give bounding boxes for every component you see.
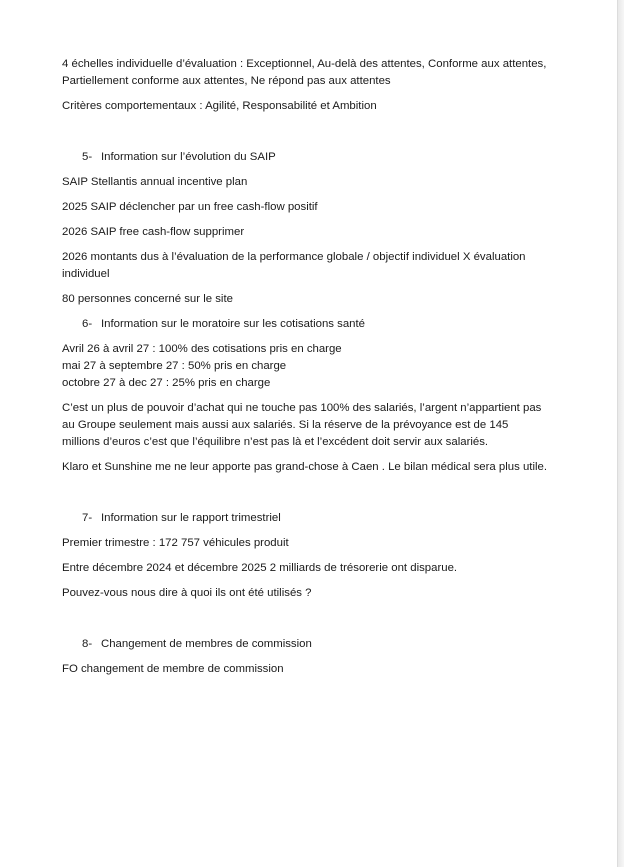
paragraph: 2026 SAIP free cash-flow supprimer	[62, 226, 245, 238]
paragraph: C’est un plus de pouvoir d’achat qui ne touche pas 100% des salariés, l’argent n’appartient pas au Groupe seulement mais aussi aux salariés. Si la réserve de la prévoyance est de 145 millions d’euros c’est que l’équilibre n’est pas là et l’excédent doit servir aux salariés.	[62, 402, 542, 448]
section-number: 7-	[82, 512, 93, 524]
paragraph: Premier trimestre : 172 757 véhicules produit	[62, 537, 289, 549]
paragraph: FO changement de membre de commission	[62, 663, 284, 675]
paragraph: Pouvez-vous nous dire à quoi ils ont été utilisés ?	[62, 587, 312, 599]
paragraph: Entre décembre 2024 et décembre 2025 2 milliards de trésorerie ont disparue.	[62, 562, 458, 574]
section-heading-8	[62, 636, 548, 653]
document-body	[62, 56, 548, 686]
section-heading-6	[62, 316, 548, 333]
section-title: Changement de membres de commission	[101, 638, 312, 650]
behavioral-criteria-text: Critères comportementaux : Agilité, Responsabilité et Ambition	[62, 100, 377, 112]
page-edge	[617, 0, 624, 867]
section-title: Information sur le moratoire sur les cotisations santé	[101, 318, 365, 330]
section-heading-7	[62, 510, 548, 527]
section-title: Information sur le rapport trimestriel	[101, 512, 281, 524]
schedule-line: Avril 26 à avril 27 : 100% des cotisations pris en charge	[62, 343, 342, 355]
paragraph: 2026 montants dus à l’évaluation de la performance globale / objectif individuel X évaluation individuel	[62, 251, 526, 280]
paragraph: 80 personnes concerné sur le site	[62, 293, 233, 305]
paragraph: Klaro et Sunshine me ne leur apporte pas grand-chose à Caen . Le bilan médical sera plus utile.	[62, 461, 548, 473]
paragraph: 2025 SAIP déclencher par un free cash-flow positif	[62, 201, 318, 213]
section-title: Information sur l’évolution du SAIP	[101, 151, 276, 163]
evaluation-scales-text: 4 échelles individuelle d’évaluation : Exceptionnel, Au-delà des attentes, Conforme aux attentes, Partiellement conforme aux attentes, Ne répond pas aux attentes	[62, 58, 547, 87]
section-heading-5	[62, 149, 548, 166]
paragraph: SAIP Stellantis annual incentive plan	[62, 176, 248, 188]
schedule-line: octobre 27 à dec 27 : 25% pris en charge	[62, 377, 271, 389]
section-number: 5-	[82, 151, 93, 163]
schedule-line: mai 27 à septembre 27 : 50% pris en charge	[62, 360, 287, 372]
section-number: 8-	[82, 638, 93, 650]
section-number: 6-	[82, 318, 93, 330]
